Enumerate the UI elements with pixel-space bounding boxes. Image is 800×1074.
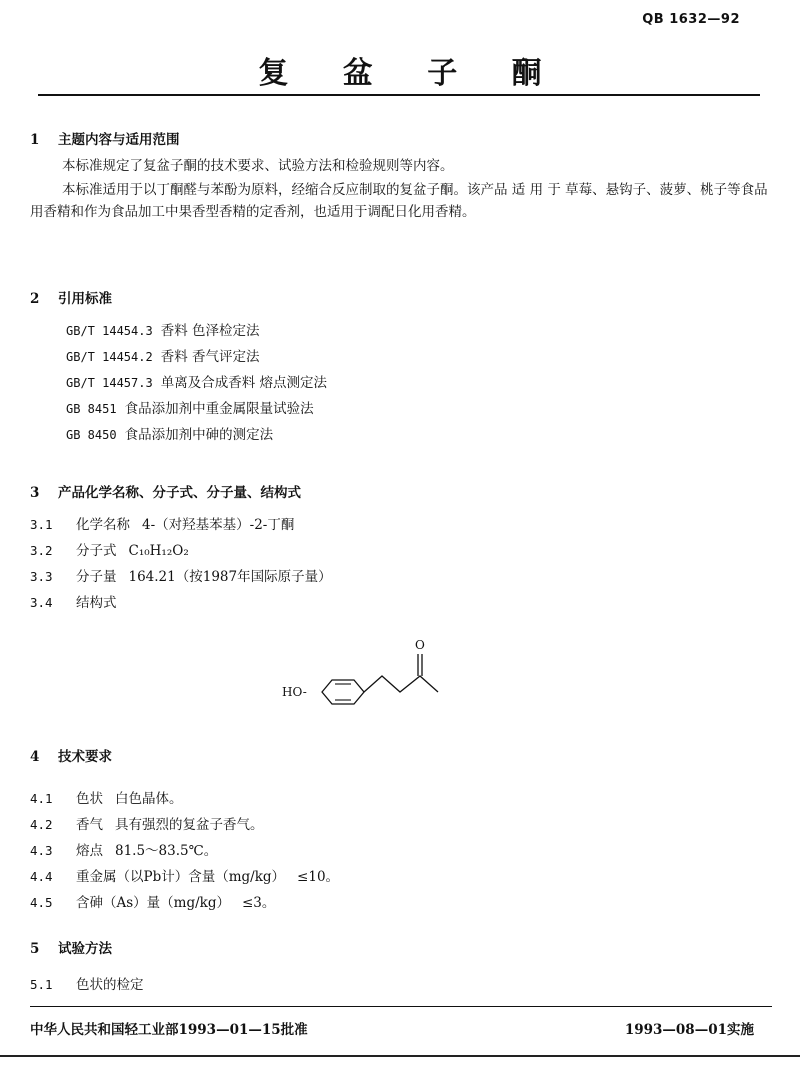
clause-number: 4.2 xyxy=(30,817,53,832)
clause-label: 结构式 xyxy=(76,595,117,611)
clause-label: 色状的检定 xyxy=(76,977,144,993)
clause-number: 4.4 xyxy=(30,869,53,884)
clause-item xyxy=(30,894,800,912)
clause-value: 白色晶体。 xyxy=(115,791,183,807)
clause-number: 3.1 xyxy=(30,517,53,532)
footer-rule xyxy=(30,1006,772,1007)
section-4-heading xyxy=(30,748,800,766)
section-number: 2 xyxy=(30,291,40,307)
clause-number: 3.4 xyxy=(30,595,53,610)
reference-code: GB/T 14454.2 xyxy=(66,350,153,364)
reference-item xyxy=(66,348,800,366)
section-number: 1 xyxy=(30,132,40,148)
reference-code: GB/T 14454.3 xyxy=(66,324,153,338)
approval-note: 中华人民共和国轻工业部1993—01—15批准 xyxy=(30,1022,308,1038)
clause-number: 4.1 xyxy=(30,791,53,806)
clause-value: 具有强烈的复盆子香气。 xyxy=(115,817,264,833)
clause-value: ≤10。 xyxy=(297,869,340,885)
section-heading-text: 主题内容与适用范围 xyxy=(58,132,180,148)
reference-code: GB/T 14457.3 xyxy=(66,376,153,390)
clause-label: 分子量 xyxy=(76,569,117,585)
section-5-heading xyxy=(30,940,800,958)
clause-item xyxy=(30,516,800,534)
section-heading-text: 试验方法 xyxy=(58,941,112,957)
section-number: 5 xyxy=(30,941,40,957)
ho-label: HO- xyxy=(282,685,307,699)
clause-label: 含砷（As）量（mg/kg） xyxy=(76,895,230,911)
clause-number: 3.3 xyxy=(30,569,53,584)
clause-value: 164.21（按1987年国际原子量） xyxy=(128,569,332,585)
clause-number: 4.5 xyxy=(30,895,53,910)
clause-item xyxy=(30,594,800,612)
clause-label: 色状 xyxy=(76,791,103,807)
reference-name: 香料 色泽检定法 xyxy=(160,323,260,339)
section-number: 4 xyxy=(30,749,40,765)
clause-item xyxy=(30,790,800,808)
page-edge-line xyxy=(0,1055,800,1057)
standard-number: QB 1632—92 xyxy=(642,12,740,27)
section-number: 3 xyxy=(30,485,40,501)
clause-value: 4-（对羟基苯基）-2-丁酮 xyxy=(142,517,295,533)
clause-value: C₁₀H₁₂O₂ xyxy=(128,543,189,559)
section-1-heading xyxy=(30,131,800,149)
reference-name: 单离及合成香料 熔点测定法 xyxy=(160,375,327,391)
clause-item xyxy=(30,842,800,860)
clause-number: 4.3 xyxy=(30,843,53,858)
clause-label: 香气 xyxy=(76,817,103,833)
clause-item xyxy=(30,568,800,586)
clause-item xyxy=(30,816,800,834)
clause-item xyxy=(30,542,800,560)
clause-value: ≤3。 xyxy=(242,895,276,911)
clause-label: 熔点 xyxy=(76,843,103,859)
reference-item xyxy=(66,322,800,340)
section-heading-text: 产品化学名称、分子式、分子量、结构式 xyxy=(58,485,301,501)
clause-number: 5.1 xyxy=(30,977,53,992)
reference-code: GB 8450 xyxy=(66,428,117,442)
clause-value: 81.5～83.5℃。 xyxy=(115,843,218,859)
clause-label: 化学名称 xyxy=(76,517,130,533)
reference-name: 食品添加剂中砷的测定法 xyxy=(124,427,274,443)
reference-code: GB 8451 xyxy=(66,402,117,416)
clause-number: 3.2 xyxy=(30,543,53,558)
reference-item xyxy=(66,374,800,392)
clause-label: 重金属（以Pb计）含量（mg/kg） xyxy=(76,869,286,885)
oxygen-label: O xyxy=(415,638,425,652)
section-heading-text: 技术要求 xyxy=(58,749,112,765)
section-2-heading xyxy=(30,290,800,308)
structural-formula xyxy=(282,636,482,720)
clause-item xyxy=(30,976,800,994)
reference-item xyxy=(66,400,800,418)
effective-date: 1993—08—01实施 xyxy=(624,1022,754,1038)
section-heading-text: 引用标准 xyxy=(58,291,112,307)
reference-name: 香料 香气评定法 xyxy=(160,349,260,365)
title-rule xyxy=(38,94,760,96)
reference-name: 食品添加剂中重金属限量试验法 xyxy=(124,401,314,417)
clause-label: 分子式 xyxy=(76,543,117,559)
reference-item xyxy=(66,426,800,444)
clause-item xyxy=(30,868,800,886)
butanone-chain xyxy=(364,676,438,692)
section-1-paragraph-2: 本标准适用于以丁酮醛与苯酚为原料，经缩合反应制取的复盆子酮。该产品 适 用 于 草莓、悬钩子、菠萝、桃子等食品用香精和作为食品加工中果香型香精的定香剂，也适用于调配日化用香精。 xyxy=(30,182,768,220)
section-1-paragraph-1: 本标准规定了复盆子酮的技术要求、试验方法和检验规则等内容。 xyxy=(62,158,454,174)
document-title: 复 盆 子 酮 xyxy=(258,56,564,91)
section-3-heading xyxy=(30,484,800,502)
